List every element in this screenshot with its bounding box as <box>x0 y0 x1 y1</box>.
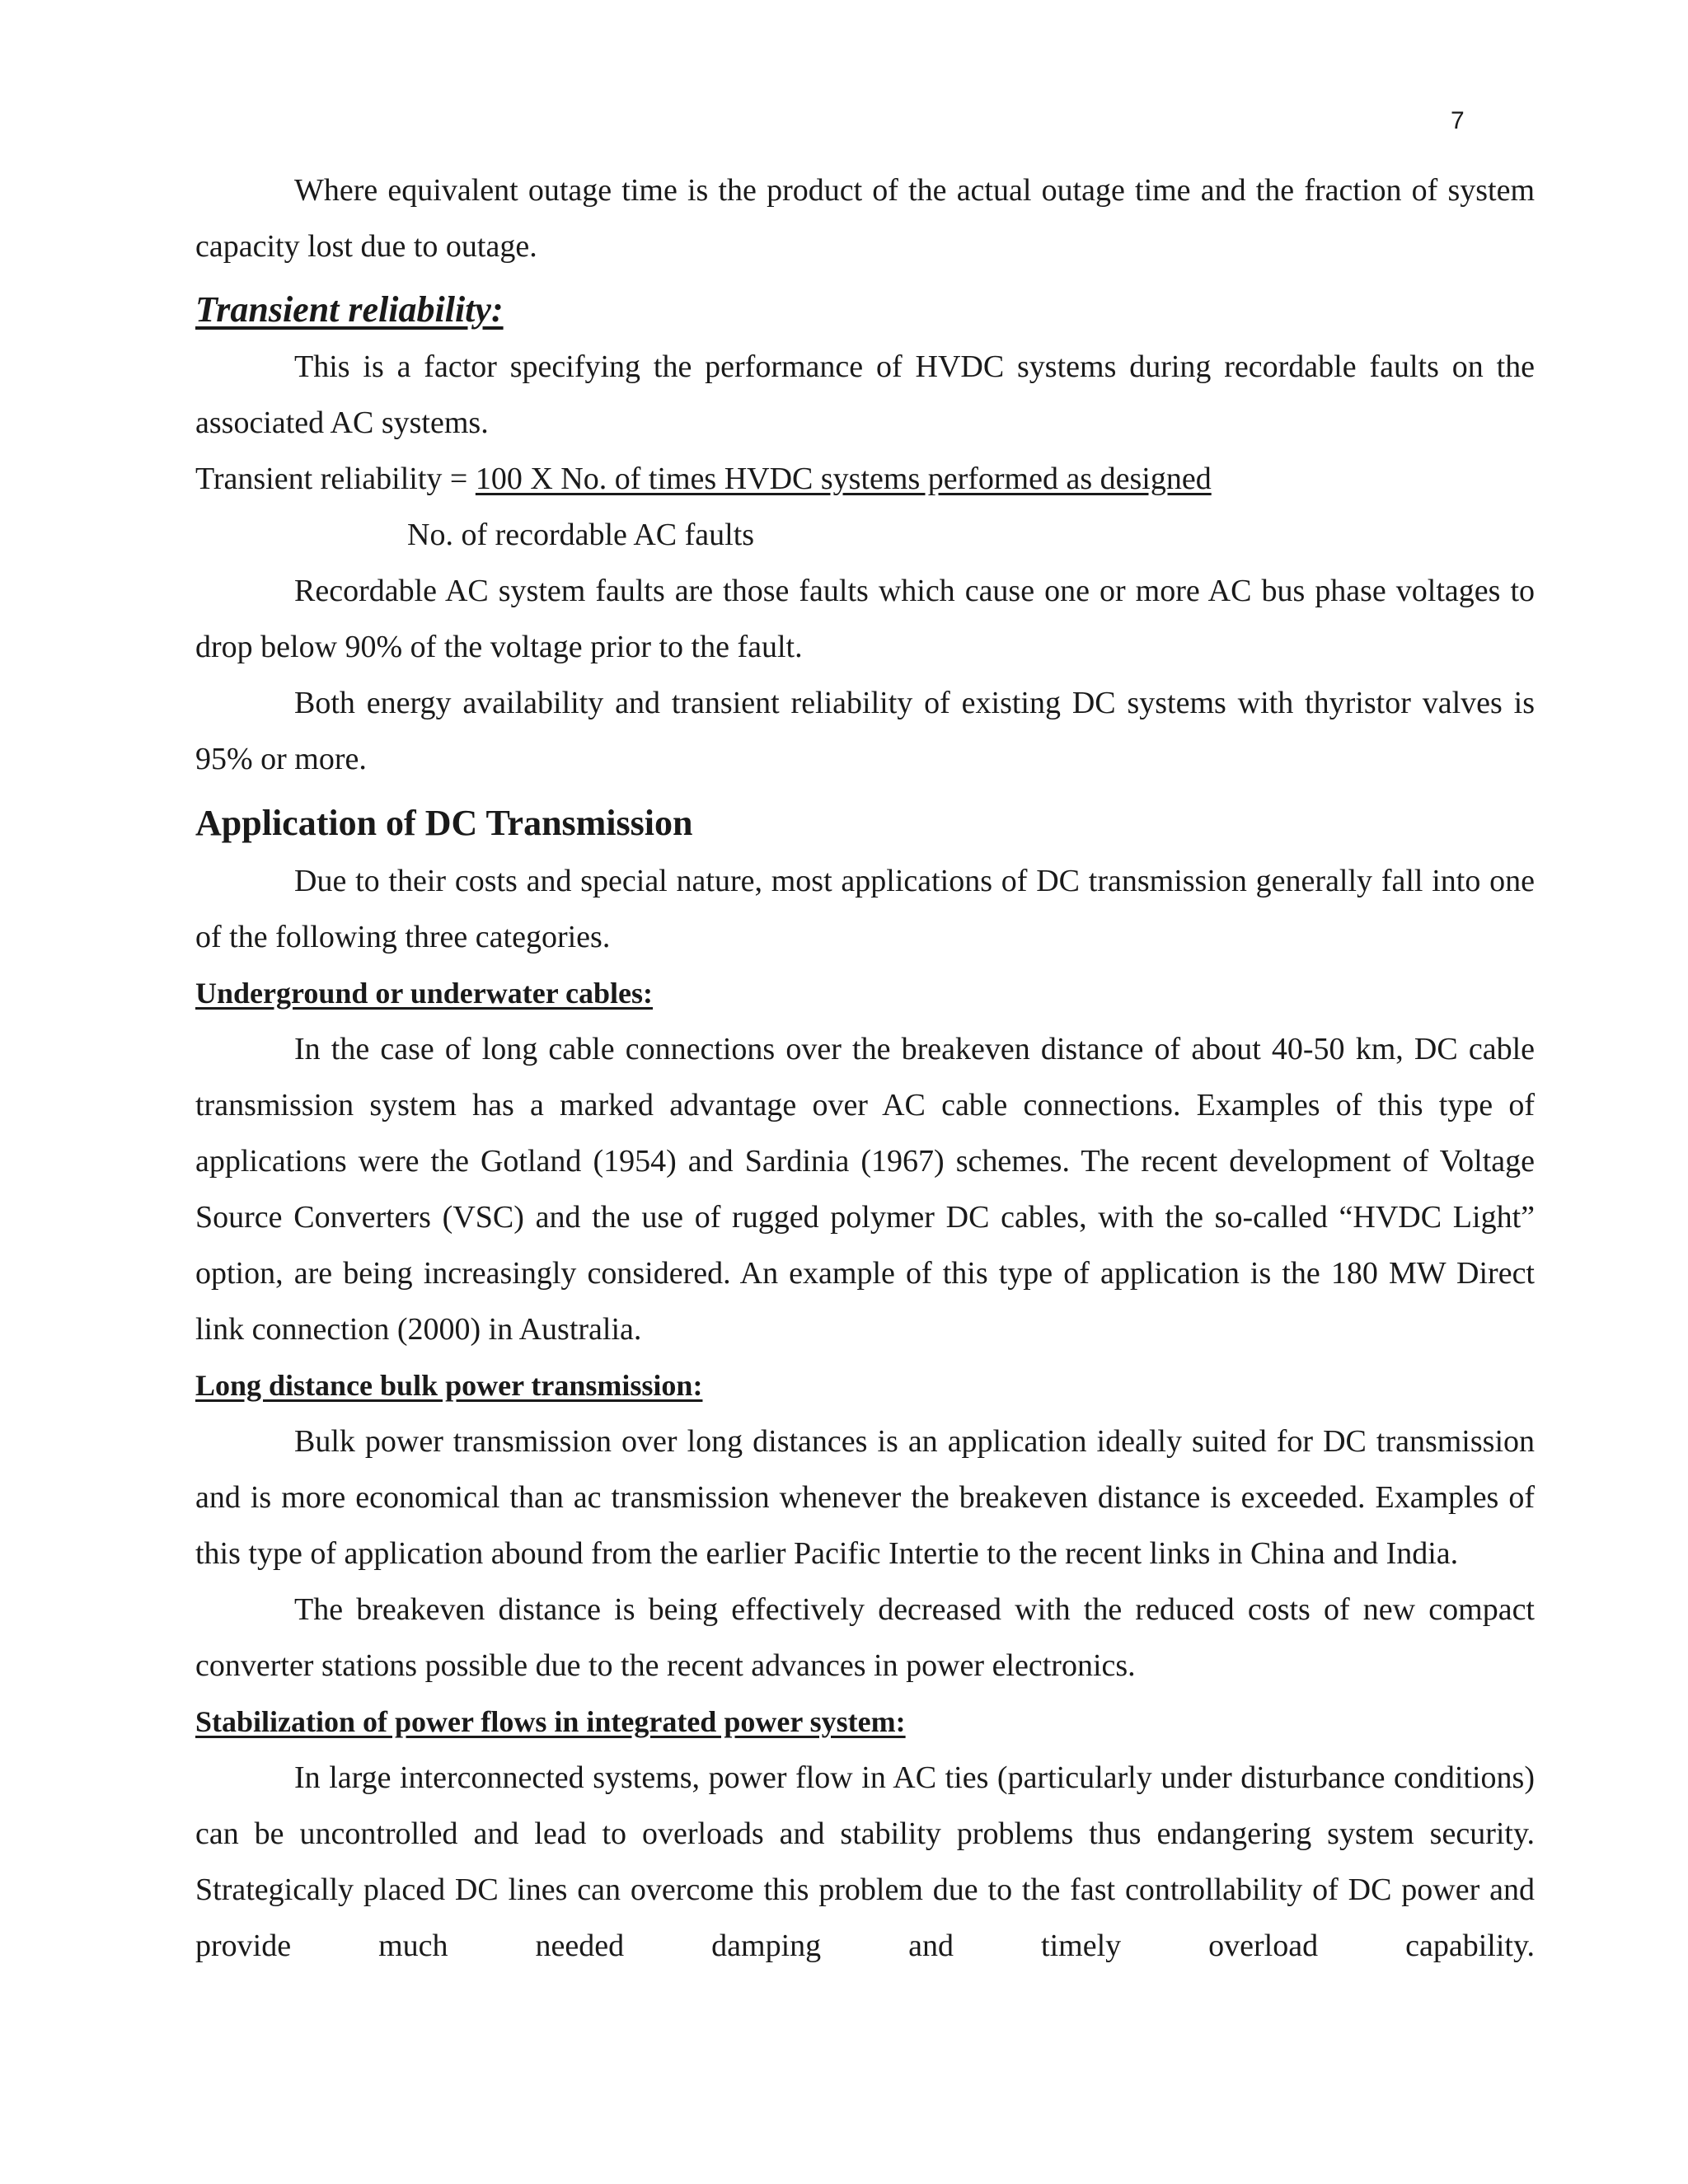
formula-denominator: No. of recordable AC faults <box>407 518 755 552</box>
paragraph-bulk-power: Bulk power transmission over long distances is an application ideally suited for DC transmission and is more economical than ac transmission whenever the breakeven distance is exceeded. Examples of this type of application abound from the earlier Pacific Intertie to the recent links in China and India. <box>195 1424 1535 1571</box>
paragraph-categories: Due to their costs and special nature, most applications of DC transmission generally fall into one of the following three categories. <box>195 864 1535 954</box>
paragraph-equivalent-outage: Where equivalent outage time is the product of the actual outage time and the fraction of system capacity lost due to outage. <box>195 173 1535 264</box>
formula-lhs: Transient reliability = <box>195 462 476 496</box>
formula-numerator: 100 X No. of times HVDC systems performed as designed <box>475 462 1212 496</box>
paragraph-cables: In the case of long cable connections over the breakeven distance of about 40-50 km, DC cable transmission system has a marked advantage over AC cable connections. Examples of this type of applications were the Gotland (1954) and Sardinia (1967) schemes. The recent development of Voltage Source Converters (VSC) and the use of rugged polymer DC cables, with the so-called “HVDC Light” option, are being increasingly considered. An example of this type of application is the 180 MW Direct link connection (2000) in Australia. <box>195 1032 1535 1347</box>
paragraph-energy-availability: Both energy availability and transient reliability of existing DC systems with thyristor valves is 95% or more. <box>195 686 1535 776</box>
heading-long-distance: Long distance bulk power transmission: <box>195 1369 703 1402</box>
formula-transient-reliability <box>195 451 1535 507</box>
heading-transient-reliability: Transient reliability: <box>195 289 504 330</box>
heading-underground-cables: Underground or underwater cables: <box>195 977 654 1010</box>
page-content <box>195 162 1535 1974</box>
page-number: 7 <box>1451 107 1465 134</box>
paragraph-breakeven: The breakeven distance is being effectively decreased with the reduced costs of new compact converter stations possible due to the recent advances in power electronics. <box>195 1592 1535 1683</box>
heading-stabilization: Stabilization of power flows in integrated power system: <box>195 1705 906 1738</box>
heading-application-dc: Application of DC Transmission <box>195 803 693 843</box>
paragraph-recordable-faults: Recordable AC system faults are those faults which cause one or more AC bus phase voltages to drop below 90% of the voltage prior to the fault. <box>195 574 1535 664</box>
paragraph-transient-definition: This is a factor specifying the performance of HVDC systems during recordable faults on the associated AC systems. <box>195 349 1535 440</box>
paragraph-stabilization: In large interconnected systems, power flow in AC ties (particularly under disturbance conditions) can be uncontrolled and lead to overloads and stability problems thus endangering system security. Strategically placed DC lines can overcome this problem due to the fast controllability of DC power and provide much needed damping and timely overload capability. <box>195 1760 1535 1963</box>
